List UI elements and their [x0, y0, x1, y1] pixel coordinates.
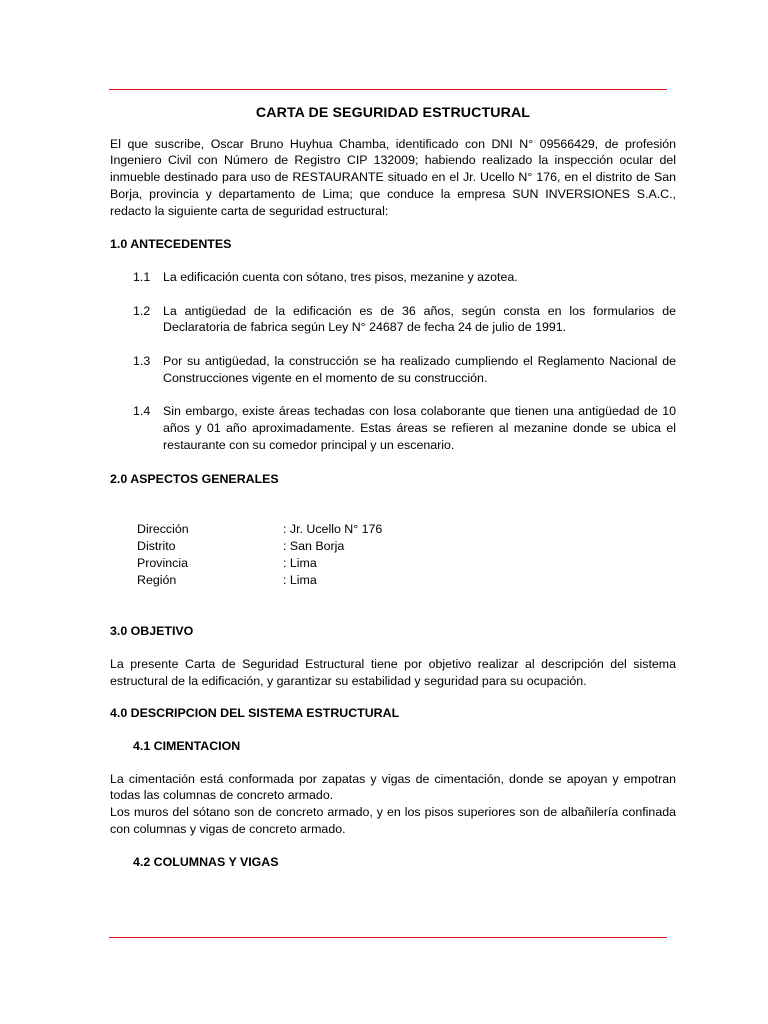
general-info-table [137, 521, 382, 589]
list-item [110, 403, 676, 453]
item-text: La antigüedad de la edificación es de 36 años, según consta en los formularios de Declaratoria de fabrica según Ley N° 24687 de fecha 24 de julio de 1991. [163, 303, 676, 335]
info-label: Distrito [137, 539, 176, 554]
info-value: : Lima [283, 573, 317, 588]
info-value: : Lima [283, 556, 317, 571]
section-heading-objetivo: 3.0 OBJETIVO [110, 624, 194, 639]
subsection-heading-cimentacion: 4.1 CIMENTACION [133, 739, 241, 754]
section-heading-descripcion: 4.0 DESCRIPCION DEL SISTEMA ESTRUCTURAL [110, 706, 400, 721]
info-value: : San Borja [283, 539, 345, 554]
document-title: CARTA DE SEGURIDAD ESTRUCTURAL [255, 105, 531, 121]
section-heading-aspectos-generales: 2.0 ASPECTOS GENERALES [110, 471, 279, 486]
table-row [137, 538, 382, 555]
footer-rule [109, 937, 667, 938]
section-heading-antecedentes: 1.0 ANTECEDENTES [110, 237, 232, 252]
table-row [137, 555, 382, 572]
item-text: Por su antigüedad, la construcción se ha realizado cumpliendo el Reglamento Nacional de Construcciones vigente en el momento de su construcción. [163, 354, 676, 385]
document-page [110, 105, 676, 870]
list-item [110, 353, 676, 386]
item-text: Sin embargo, existe áreas techadas con losa colaborante que tienen una antigüedad de 10 años y 01 año aproximadamente. Estas áreas se refieren al mezanine donde se ubica el restaurante con su comedor principal y un escenario. [163, 404, 676, 452]
info-label: Dirección [137, 522, 189, 537]
info-value: : Jr. Ucello N° 176 [283, 522, 383, 537]
item-number: 1.4 [133, 404, 151, 419]
list-item [110, 303, 676, 336]
item-number: 1.3 [133, 354, 151, 369]
header-rule [109, 89, 667, 90]
objetivo-paragraph: La presente Carta de Seguridad Estructural tiene por objetivo realizar al descripción del sistema estructural de la edificación, y garantizar su estabilidad y seguridad para su ocupación. [110, 656, 676, 688]
table-row [137, 572, 382, 589]
intro-paragraph: El que suscribe, Oscar Bruno Huyhua Chamba, identificado con DNI N° 09566429, de profesión Ingeniero Civil con Número de Registro CIP 132009; habiendo realizado la inspección ocular del inmueble destinado para uso de RESTAURANTE situado en el Jr. Ucello N° 176, en el distrito de San Borja, provincia y departamento de Lima; que conduce la empresa SUN INVERSIONES S.A.C., redacto la siguiente carta de seguridad estructural: [110, 136, 676, 218]
cimentacion-paragraph-2: Los muros del sótano son de concreto armado, y en los pisos superiores son de albañilería confinada con columnas y vigas de concreto armado. [110, 805, 676, 836]
subsection-heading-columnas-vigas: 4.2 COLUMNAS Y VIGAS [133, 854, 279, 869]
item-number: 1.2 [133, 303, 151, 318]
item-text: La edificación cuenta con sótano, tres pisos, mezanine y azotea. [163, 269, 518, 284]
item-number: 1.1 [133, 269, 151, 284]
list-item [110, 269, 676, 286]
antecedentes-list [110, 269, 676, 454]
cimentacion-paragraph-1: La cimentación está conformada por zapatas y vigas de cimentación, donde se apoyan y empotran todas las columnas de concreto armado. [110, 771, 676, 803]
info-label: Provincia [137, 556, 188, 571]
table-row [137, 521, 382, 538]
info-label: Región [137, 573, 177, 588]
